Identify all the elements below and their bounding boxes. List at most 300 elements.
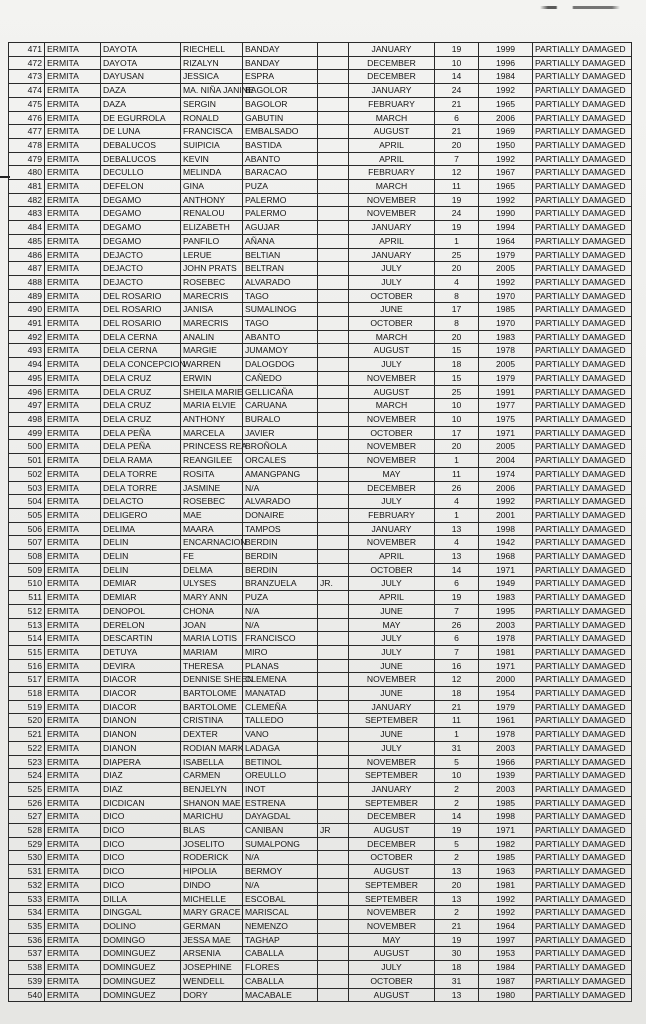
birth-year-cell: 1953 [479,947,533,961]
middle-name-cell: BRANZUELA [243,577,318,591]
middle-name-cell: FRANCISCO [243,632,318,646]
birth-day-cell: 11 [435,714,479,728]
birth-month-cell: OCTOBER [349,426,435,440]
name-extension-cell [318,207,349,221]
birth-day-cell: 11 [435,467,479,481]
last-name-cell: DOMINGUEZ [101,988,181,1002]
birth-year-cell: 1978 [479,728,533,742]
birth-month-cell: APRIL [349,234,435,248]
damage-status-cell: PARTIALLY DAMAGED [533,330,632,344]
table-row [9,481,632,495]
name-extension-cell [318,728,349,742]
birth-month-cell: OCTOBER [349,974,435,988]
record-number-cell: 505 [9,508,45,522]
barangay-cell: ERMITA [45,741,101,755]
barangay-cell: ERMITA [45,577,101,591]
damage-status-cell: PARTIALLY DAMAGED [533,687,632,701]
name-extension-cell [318,782,349,796]
table-row [9,782,632,796]
record-number-cell: 538 [9,961,45,975]
record-number-cell: 498 [9,412,45,426]
birth-year-cell: 1966 [479,755,533,769]
birth-month-cell: JUNE [349,303,435,317]
damage-status-cell: PARTIALLY DAMAGED [533,262,632,276]
birth-month-cell: JULY [349,961,435,975]
name-extension-cell [318,700,349,714]
birth-day-cell: 18 [435,358,479,372]
last-name-cell: DEGAMO [101,221,181,235]
first-name-cell: SERGIN [181,97,243,111]
barangay-cell: ERMITA [45,550,101,564]
middle-name-cell: BETINOL [243,755,318,769]
birth-year-cell: 1981 [479,878,533,892]
damage-status-cell: PARTIALLY DAMAGED [533,810,632,824]
record-number-cell: 488 [9,275,45,289]
household-register-table [8,42,632,1002]
middle-name-cell: DONAIRE [243,508,318,522]
last-name-cell: DICO [101,878,181,892]
birth-day-cell: 5 [435,755,479,769]
last-name-cell: DIAZ [101,782,181,796]
middle-name-cell: TAGO [243,289,318,303]
birth-year-cell: 1965 [479,97,533,111]
birth-day-cell: 31 [435,974,479,988]
birth-year-cell: 1997 [479,933,533,947]
last-name-cell: DE LUNA [101,125,181,139]
last-name-cell: DOMINGUEZ [101,961,181,975]
middle-name-cell: CABALLA [243,974,318,988]
table-row [9,988,632,1002]
first-name-cell: WARREN [181,358,243,372]
birth-year-cell: 1985 [479,851,533,865]
middle-name-cell: PUZA [243,180,318,194]
record-number-cell: 480 [9,166,45,180]
first-name-cell: RENALOU [181,207,243,221]
table-row [9,399,632,413]
barangay-cell: ERMITA [45,303,101,317]
birth-year-cell: 1971 [479,659,533,673]
first-name-cell: ISABELLA [181,755,243,769]
birth-day-cell: 1 [435,728,479,742]
middle-name-cell: FLORES [243,961,318,975]
name-extension-cell [318,111,349,125]
birth-day-cell: 13 [435,892,479,906]
birth-year-cell: 2006 [479,111,533,125]
middle-name-cell: BAGOLOR [243,84,318,98]
birth-year-cell: 2006 [479,481,533,495]
record-number-cell: 533 [9,892,45,906]
first-name-cell: ROSEBEC [181,495,243,509]
birth-month-cell: JULY [349,645,435,659]
barangay-cell: ERMITA [45,221,101,235]
damage-status-cell: PARTIALLY DAMAGED [533,454,632,468]
barangay-cell: ERMITA [45,426,101,440]
birth-month-cell: DECEMBER [349,481,435,495]
last-name-cell: DERELON [101,618,181,632]
name-extension-cell [318,454,349,468]
record-number-cell: 524 [9,769,45,783]
record-number-cell: 487 [9,262,45,276]
damage-status-cell: PARTIALLY DAMAGED [533,988,632,1002]
birth-day-cell: 17 [435,426,479,440]
birth-day-cell: 10 [435,56,479,70]
first-name-cell: CARMEN [181,769,243,783]
register-body [9,43,632,1002]
birth-day-cell: 30 [435,947,479,961]
birth-month-cell: SEPTEMBER [349,892,435,906]
middle-name-cell: N/A [243,604,318,618]
first-name-cell: MARIA ELVIE [181,399,243,413]
barangay-cell: ERMITA [45,317,101,331]
first-name-cell: REANGILEE [181,454,243,468]
record-number-cell: 530 [9,851,45,865]
birth-month-cell: FEBRUARY [349,508,435,522]
birth-month-cell: NOVEMBER [349,412,435,426]
record-number-cell: 522 [9,741,45,755]
name-extension-cell [318,467,349,481]
birth-month-cell: NOVEMBER [349,207,435,221]
record-number-cell: 501 [9,454,45,468]
name-extension-cell [318,687,349,701]
first-name-cell: SHANON MAE [181,796,243,810]
last-name-cell: DIAZ [101,769,181,783]
damage-status-cell: PARTIALLY DAMAGED [533,43,632,57]
name-extension-cell [318,371,349,385]
birth-month-cell: NOVEMBER [349,536,435,550]
last-name-cell: DEGAMO [101,193,181,207]
table-row [9,84,632,98]
birth-year-cell: 1992 [479,193,533,207]
record-number-cell: 502 [9,467,45,481]
record-number-cell: 483 [9,207,45,221]
barangay-cell: ERMITA [45,344,101,358]
record-number-cell: 473 [9,70,45,84]
table-row [9,330,632,344]
damage-status-cell: PARTIALLY DAMAGED [533,412,632,426]
record-number-cell: 525 [9,782,45,796]
barangay-cell: ERMITA [45,632,101,646]
barangay-cell: ERMITA [45,673,101,687]
first-name-cell: MELINDA [181,166,243,180]
barangay-cell: ERMITA [45,275,101,289]
birth-day-cell: 2 [435,851,479,865]
name-extension-cell [318,906,349,920]
middle-name-cell: BERMOY [243,865,318,879]
damage-status-cell: PARTIALLY DAMAGED [533,221,632,235]
name-extension-cell [318,248,349,262]
damage-status-cell: PARTIALLY DAMAGED [533,234,632,248]
record-number-cell: 500 [9,440,45,454]
name-extension-cell [318,974,349,988]
table-row [9,166,632,180]
first-name-cell: SUIPICIA [181,138,243,152]
birth-year-cell: 1982 [479,837,533,851]
record-number-cell: 516 [9,659,45,673]
last-name-cell: DIANON [101,728,181,742]
name-extension-cell [318,344,349,358]
damage-status-cell: PARTIALLY DAMAGED [533,180,632,194]
birth-day-cell: 17 [435,303,479,317]
middle-name-cell: MARISCAL [243,906,318,920]
table-row [9,700,632,714]
birth-month-cell: NOVEMBER [349,755,435,769]
birth-day-cell: 19 [435,221,479,235]
last-name-cell: DELA CRUZ [101,371,181,385]
record-number-cell: 491 [9,317,45,331]
middle-name-cell: BERDIN [243,550,318,564]
middle-name-cell: BARACAO [243,166,318,180]
birth-day-cell: 19 [435,824,479,838]
last-name-cell: DAYOTA [101,56,181,70]
first-name-cell: DELMA [181,563,243,577]
record-number-cell: 532 [9,878,45,892]
record-number-cell: 540 [9,988,45,1002]
table-row [9,837,632,851]
table-row [9,371,632,385]
first-name-cell: MARECRIS [181,289,243,303]
table-row [9,234,632,248]
first-name-cell: ARSENIA [181,947,243,961]
name-extension-cell [318,180,349,194]
barangay-cell: ERMITA [45,481,101,495]
birth-month-cell: JULY [349,358,435,372]
damage-status-cell: PARTIALLY DAMAGED [533,344,632,358]
damage-status-cell: PARTIALLY DAMAGED [533,550,632,564]
name-extension-cell [318,125,349,139]
birth-day-cell: 25 [435,248,479,262]
first-name-cell: RONALD [181,111,243,125]
birth-month-cell: APRIL [349,138,435,152]
middle-name-cell: INOT [243,782,318,796]
table-row [9,358,632,372]
record-number-cell: 489 [9,289,45,303]
name-extension-cell [318,303,349,317]
record-number-cell: 495 [9,371,45,385]
name-extension-cell [318,933,349,947]
birth-day-cell: 19 [435,43,479,57]
table-row [9,385,632,399]
first-name-cell: MARIAM [181,645,243,659]
record-number-cell: 497 [9,399,45,413]
birth-month-cell: DECEMBER [349,837,435,851]
birth-year-cell: 1977 [479,399,533,413]
table-row [9,632,632,646]
barangay-cell: ERMITA [45,440,101,454]
birth-year-cell: 1968 [479,550,533,564]
first-name-cell: BARTOLOME [181,687,243,701]
record-number-cell: 472 [9,56,45,70]
table-row [9,426,632,440]
birth-year-cell: 1965 [479,180,533,194]
birth-month-cell: JANUARY [349,84,435,98]
birth-month-cell: JANUARY [349,700,435,714]
barangay-cell: ERMITA [45,330,101,344]
table-row [9,495,632,509]
barangay-cell: ERMITA [45,796,101,810]
last-name-cell: DELA TORRE [101,467,181,481]
birth-year-cell: 1978 [479,344,533,358]
birth-day-cell: 12 [435,166,479,180]
record-number-cell: 527 [9,810,45,824]
barangay-cell: ERMITA [45,714,101,728]
first-name-cell: ROSITA [181,467,243,481]
last-name-cell: DELA CERNA [101,344,181,358]
name-extension-cell [318,262,349,276]
last-name-cell: DELIN [101,550,181,564]
table-row [9,974,632,988]
name-extension-cell [318,221,349,235]
barangay-cell: ERMITA [45,865,101,879]
birth-year-cell: 2005 [479,440,533,454]
name-extension-cell [318,330,349,344]
barangay-cell: ERMITA [45,385,101,399]
name-extension-cell [318,70,349,84]
birth-day-cell: 8 [435,289,479,303]
barangay-cell: ERMITA [45,56,101,70]
barangay-cell: ERMITA [45,111,101,125]
birth-month-cell: MARCH [349,399,435,413]
damage-status-cell: PARTIALLY DAMAGED [533,303,632,317]
barangay-cell: ERMITA [45,700,101,714]
last-name-cell: DICO [101,837,181,851]
last-name-cell: DICDICAN [101,796,181,810]
table-row [9,906,632,920]
first-name-cell: WENDELL [181,974,243,988]
record-number-cell: 520 [9,714,45,728]
middle-name-cell: BELTIAN [243,248,318,262]
last-name-cell: DELA CERNA [101,330,181,344]
barangay-cell: ERMITA [45,43,101,57]
barangay-cell: ERMITA [45,454,101,468]
birth-day-cell: 6 [435,111,479,125]
birth-year-cell: 1985 [479,796,533,810]
birth-day-cell: 21 [435,700,479,714]
birth-year-cell: 2005 [479,358,533,372]
name-extension-cell [318,289,349,303]
barangay-cell: ERMITA [45,892,101,906]
birth-month-cell: AUGUST [349,125,435,139]
birth-day-cell: 25 [435,385,479,399]
damage-status-cell: PARTIALLY DAMAGED [533,796,632,810]
birth-month-cell: MARCH [349,330,435,344]
damage-status-cell: PARTIALLY DAMAGED [533,481,632,495]
name-extension-cell [318,947,349,961]
birth-month-cell: MAY [349,467,435,481]
name-extension-cell [318,810,349,824]
birth-month-cell: NOVEMBER [349,371,435,385]
barangay-cell: ERMITA [45,70,101,84]
last-name-cell: DELA RAMA [101,454,181,468]
birth-month-cell: NOVEMBER [349,920,435,934]
first-name-cell: RIZALYN [181,56,243,70]
name-extension-cell: JR [318,824,349,838]
birth-year-cell: 1999 [479,43,533,57]
birth-month-cell: APRIL [349,152,435,166]
middle-name-cell: SUMALPONG [243,837,318,851]
birth-day-cell: 26 [435,618,479,632]
last-name-cell: DESCARTIN [101,632,181,646]
damage-status-cell: PARTIALLY DAMAGED [533,426,632,440]
birth-day-cell: 16 [435,659,479,673]
name-extension-cell [318,878,349,892]
record-number-cell: 529 [9,837,45,851]
name-extension-cell [318,961,349,975]
record-number-cell: 526 [9,796,45,810]
first-name-cell: JOAN [181,618,243,632]
birth-year-cell: 1987 [479,974,533,988]
middle-name-cell: BELTRAN [243,262,318,276]
last-name-cell: DELIGERO [101,508,181,522]
birth-month-cell: APRIL [349,591,435,605]
birth-year-cell: 1992 [479,495,533,509]
damage-status-cell: PARTIALLY DAMAGED [533,933,632,947]
barangay-cell: ERMITA [45,495,101,509]
damage-status-cell: PARTIALLY DAMAGED [533,878,632,892]
birth-year-cell: 1996 [479,56,533,70]
middle-name-cell: ALVARADO [243,495,318,509]
birth-month-cell: JANUARY [349,221,435,235]
first-name-cell: BENJELYN [181,782,243,796]
middle-name-cell: BERDIN [243,536,318,550]
first-name-cell: ERWIN [181,371,243,385]
barangay-cell: ERMITA [45,906,101,920]
table-row [9,303,632,317]
birth-month-cell: JUNE [349,659,435,673]
birth-year-cell: 1970 [479,317,533,331]
table-row [9,454,632,468]
birth-day-cell: 10 [435,399,479,413]
first-name-cell: JOHN PRATS [181,262,243,276]
birth-month-cell: NOVEMBER [349,440,435,454]
barangay-cell: ERMITA [45,234,101,248]
middle-name-cell: SUMALINOG [243,303,318,317]
first-name-cell: PANFILO [181,234,243,248]
barangay-cell: ERMITA [45,180,101,194]
first-name-cell: MARY ANN [181,591,243,605]
barangay-cell: ERMITA [45,248,101,262]
damage-status-cell: PARTIALLY DAMAGED [533,125,632,139]
name-extension-cell [318,412,349,426]
record-number-cell: 506 [9,522,45,536]
birth-year-cell: 1984 [479,961,533,975]
name-extension-cell [318,166,349,180]
last-name-cell: DEGAMO [101,207,181,221]
birth-month-cell: AUGUST [349,947,435,961]
last-name-cell: DEBALUCOS [101,138,181,152]
first-name-cell: MARGIE [181,344,243,358]
barangay-cell: ERMITA [45,262,101,276]
birth-year-cell: 1979 [479,371,533,385]
birth-month-cell: JULY [349,577,435,591]
birth-year-cell: 1970 [479,289,533,303]
birth-year-cell: 1971 [479,824,533,838]
first-name-cell: HIPOLIA [181,865,243,879]
last-name-cell: DEL ROSARIO [101,289,181,303]
last-name-cell: DELIN [101,536,181,550]
damage-status-cell: PARTIALLY DAMAGED [533,632,632,646]
birth-year-cell: 1984 [479,70,533,84]
first-name-cell: ANTHONY [181,193,243,207]
birth-year-cell: 2001 [479,508,533,522]
barangay-cell: ERMITA [45,207,101,221]
birth-year-cell: 1992 [479,906,533,920]
birth-month-cell: SEPTEMBER [349,769,435,783]
record-number-cell: 510 [9,577,45,591]
table-row [9,947,632,961]
birth-day-cell: 1 [435,454,479,468]
last-name-cell: DETUYA [101,645,181,659]
middle-name-cell: CANIBAN [243,824,318,838]
